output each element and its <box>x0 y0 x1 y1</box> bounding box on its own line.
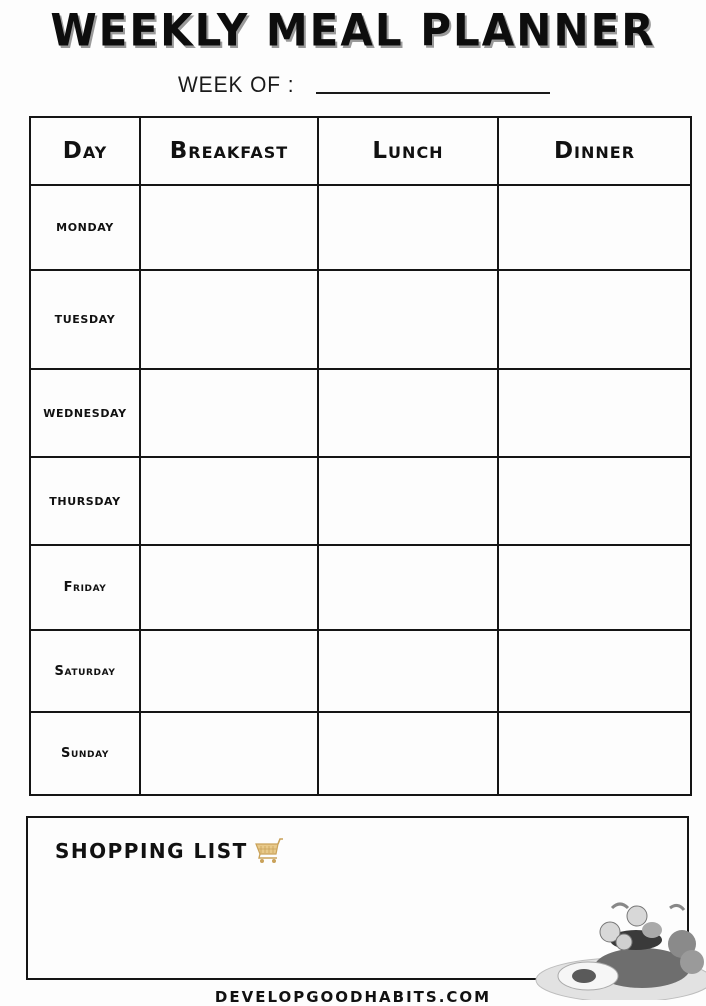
thursday-dinner-cell[interactable] <box>498 457 691 545</box>
table-row <box>30 185 691 270</box>
day-label-monday: MONDAY <box>30 185 140 270</box>
friday-breakfast-cell[interactable] <box>140 545 318 630</box>
sunday-dinner-cell[interactable] <box>498 712 691 795</box>
meal-planner-table <box>29 116 692 796</box>
column-header-breakfast: Breakfast <box>140 117 318 185</box>
shopping-list-heading <box>55 838 284 864</box>
column-header-lunch: Lunch <box>318 117 498 185</box>
week-of-label: WEEK OF : <box>178 72 295 97</box>
week-of-field[interactable] <box>178 68 301 98</box>
day-label-friday: Friday <box>30 545 140 630</box>
monday-breakfast-cell[interactable] <box>140 185 318 270</box>
table-row <box>30 630 691 712</box>
wednesday-lunch-cell[interactable] <box>318 369 498 457</box>
footer-website: DEVELOPGOODHABITS.COM <box>214 988 492 1006</box>
wednesday-dinner-cell[interactable] <box>498 369 691 457</box>
day-label-thursday: THURSDAY <box>30 457 140 545</box>
shopping-list-title: SHOPPING LIST <box>55 839 248 863</box>
friday-lunch-cell[interactable] <box>318 545 498 630</box>
page-title: WEEKLY MEAL PLANNER <box>50 4 656 57</box>
table-row <box>30 545 691 630</box>
tuesday-breakfast-cell[interactable] <box>140 270 318 369</box>
table-row <box>30 712 691 795</box>
day-label-sunday: Sunday <box>30 712 140 795</box>
saturday-dinner-cell[interactable] <box>498 630 691 712</box>
table-row <box>30 457 691 545</box>
tuesday-dinner-cell[interactable] <box>498 270 691 369</box>
day-label-wednesday: WEDNESDAY <box>30 369 140 457</box>
sunday-breakfast-cell[interactable] <box>140 712 318 795</box>
table-header-row <box>30 117 691 185</box>
thursday-breakfast-cell[interactable] <box>140 457 318 545</box>
monday-dinner-cell[interactable] <box>498 185 691 270</box>
sunday-lunch-cell[interactable] <box>318 712 498 795</box>
week-of-input-line[interactable] <box>316 92 550 94</box>
day-label-saturday: Saturday <box>30 630 140 712</box>
wednesday-breakfast-cell[interactable] <box>140 369 318 457</box>
table-row <box>30 270 691 369</box>
column-header-dinner: Dinner <box>498 117 691 185</box>
tuesday-lunch-cell[interactable] <box>318 270 498 369</box>
shopping-cart-icon <box>254 838 284 864</box>
table-row <box>30 369 691 457</box>
saturday-breakfast-cell[interactable] <box>140 630 318 712</box>
food-plate-illustration-icon <box>532 888 706 1000</box>
friday-dinner-cell[interactable] <box>498 545 691 630</box>
thursday-lunch-cell[interactable] <box>318 457 498 545</box>
day-label-tuesday: TUESDAY <box>30 270 140 369</box>
monday-lunch-cell[interactable] <box>318 185 498 270</box>
column-header-day: Day <box>30 117 140 185</box>
saturday-lunch-cell[interactable] <box>318 630 498 712</box>
